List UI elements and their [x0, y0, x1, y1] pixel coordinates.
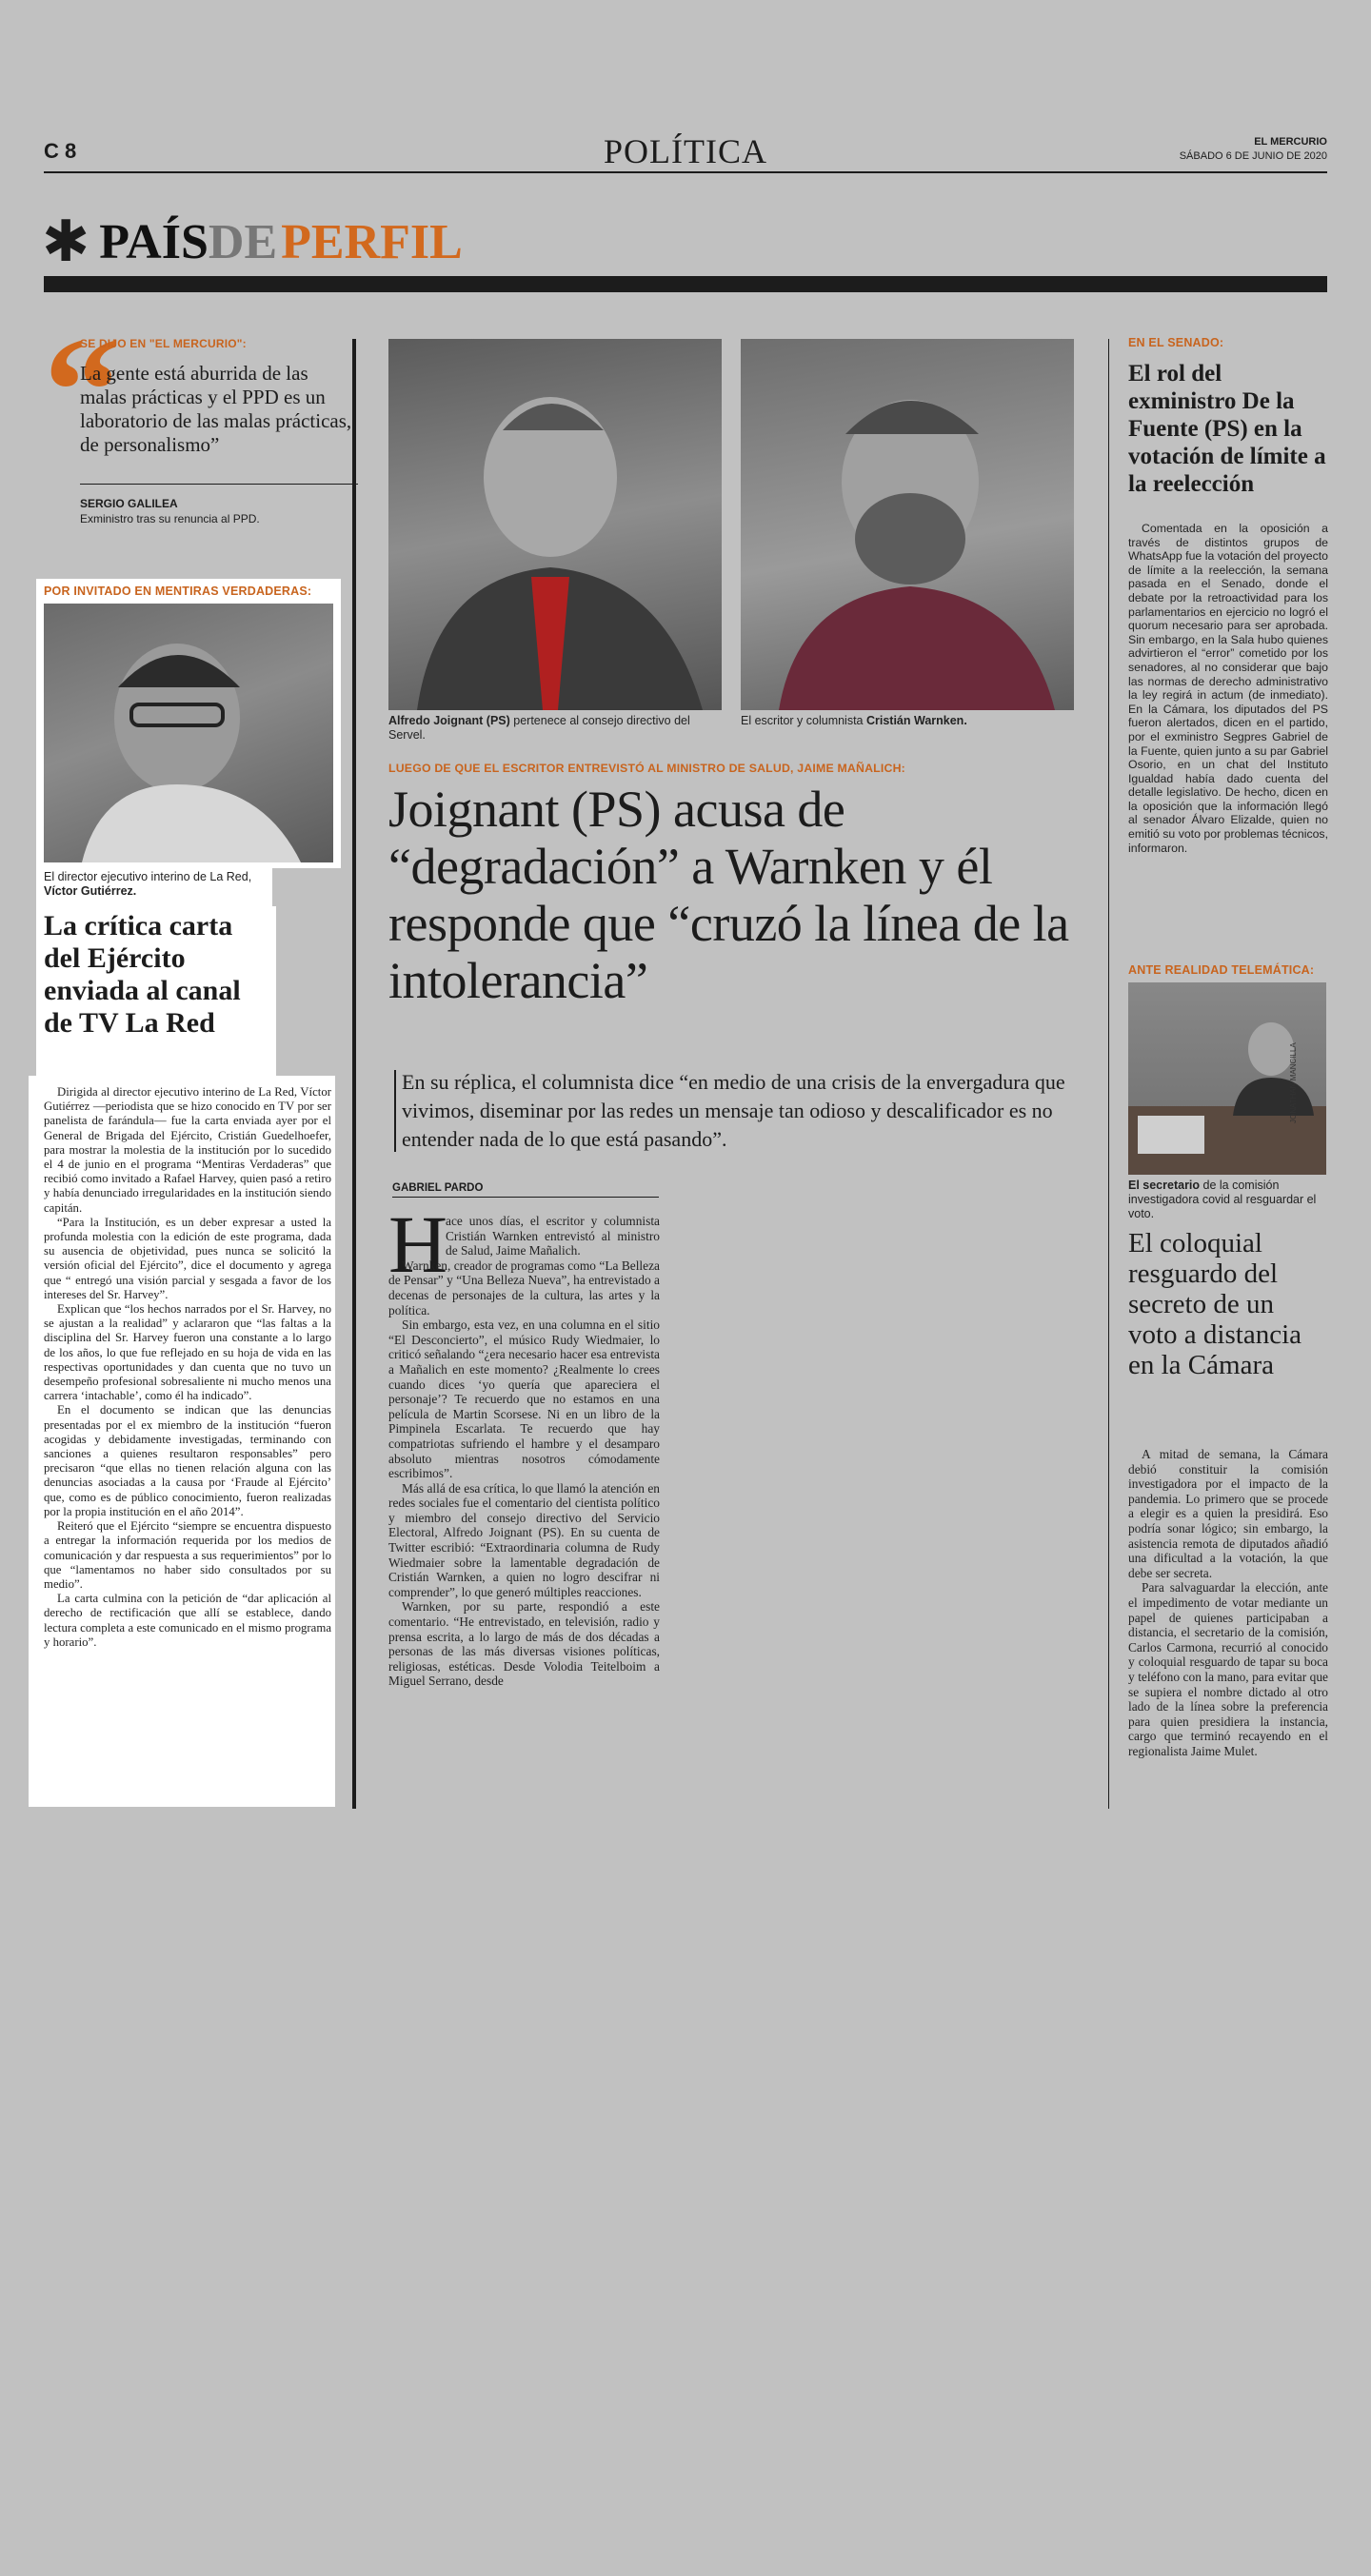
portrait-icon: [388, 339, 722, 710]
victor-gutierrez-photo: [44, 604, 333, 862]
page-number: C 8: [44, 139, 77, 163]
invitado-caption-name: Víctor Gutiérrez.: [44, 884, 137, 898]
invitado-caption: [44, 870, 272, 899]
joignant-photo: [388, 339, 722, 710]
telematica-kicker: ANTE REALIDAD TELEMÁTICA:: [1128, 963, 1315, 977]
asterisk-icon: ✱: [42, 208, 90, 275]
warnken-paragraph: Más allá de esa crítica, lo que llamó la atención en redes sociales fue el comentario del cientista político y miembro del consejo directivo del Servicio Electoral, Alfredo Joignant (PS). En su cuenta de Twitter escribió: “Extraordinaria columna de Rudy Wiedmaier sobre la lamentable degradación de Cristián Warnken, a quien no logro descifrar ni comprender”, lo que generó múltiples reacciones.: [388, 1480, 660, 1599]
invitado-headline: La crítica carta del Ejército enviada al canal de TV La Red: [44, 910, 241, 1039]
portrait-icon: [44, 604, 333, 862]
banner-pais: PAÍS: [99, 215, 209, 269]
banner-perfil: PERFIL: [281, 215, 463, 269]
senado-body: [1128, 522, 1328, 855]
standfirst-rule: [394, 1070, 396, 1152]
secretario-caption-rest: de la comisión investigadora covid al resguardar el voto.: [1128, 1179, 1317, 1220]
warnken-paragraph: Sin embargo, esta vez, en una columna en el sitio “El Desconcierto”, el músico Rudy Wiedmaier, lo criticó señalando “¿era necesario hacer esa entrevista a Mañalich en este momento? ¿Realmente lo crees cuando dices ‘yo quería que apareciera el personaje’? Te recuerdo que no estamos en una película de Martin Scorsese. Ni en un libro de la Pimpinela Escarlata. Te recuerdo que hay compatriotas sufriendo el hambre y el desamparo absoluto mientras nosotros cómodamente escribimos”.: [388, 1318, 660, 1481]
quote-mark-icon: “: [44, 306, 120, 475]
joignant-caption-name: Alfredo Joignant (PS): [388, 714, 510, 727]
senado-headline: El rol del exministro De la Fuente (PS) en la votación de límite a la reelección: [1128, 361, 1326, 497]
senado-kicker: EN EL SENADO:: [1128, 336, 1224, 349]
warnken-paragraph: Warnken, creador de programas como “La Belleza de Pensar” y “Una Belleza Nueva”, ha entrevistado a decenas de personajes de la cultura, las artes y la política.: [388, 1258, 660, 1318]
warnken-standfirst: En su réplica, el columnista dice “en medio de una crisis de la envergadura que vivimos, diseminar por las redes un mensaje tan odioso y descalificador es no entender nada de lo que está pasando”.: [402, 1070, 1065, 1151]
warnken-photo: [741, 339, 1074, 710]
section-banner: [42, 208, 463, 275]
column-rule-left: [352, 339, 356, 1809]
quote-kicker: SE DIJO EN "EL MERCURIO":: [80, 337, 247, 350]
secretario-caption-name: El secretario: [1128, 1179, 1201, 1192]
warnken-headline: Joignant (PS) acusa de “degradación” a Warnken y él responde que “cruzó la línea de la intolerancia”: [388, 781, 1069, 1009]
senado-paragraph: Comentada en la oposición a través de distintos grupos de WhatsApp fue la votación del proyecto de límite a la reelección, la semana pasada en el Senado, donde el debate por la retroactividad para los parlamentarios en ejercicio no logró el quorum necesario para ser aprobada. Sin embargo, en la Sala hubo quienes advirtieron el “error” cometido por los senadores, al no considerar que bajo las normas de derecho administrativo la ley regirá in actum (de inmediato). En la Cámara, los diputados del PS fueron alertados, dicen en el partido, por el exministro Segpres Gabriel de la Fuente, quien junto a su par Gabriel Osorio, en un chat del Instituto Igualdad había dado cuenta del detalle legislativo. De hecho, dicen en la oposición que la información llegó al senador Álvaro Elizalde, quien no emitió su voto por problemas técnicos, informaron.: [1128, 522, 1328, 855]
quote-author: SERGIO GALILEA: [80, 497, 178, 510]
joignant-caption-rest: pertenece al consejo directivo del Servel.: [388, 714, 690, 742]
invitado-paragraph: Dirigida al director ejecutivo interino de La Red, Víctor Gutiérrez —periodista que se hizo conocido en TV por ser panelista de farándula— fue la carta enviada ayer por el General de Brigada del Ejército, Cristián Guedelhoefer, para mostrar la molestia de la institución por lo sucedido el 4 de junio en el programa “Mentiras Verdaderas” que recibió como invitado a Rafael Harvey, quien pasó a retiro y había denunciado irregularidades en la institución siendo capitán.: [44, 1085, 331, 1215]
secretario-caption: [1128, 1179, 1328, 1221]
warnken-paragraph: Warnken, por su parte, respondió a este comentario. “He entrevistado, en televisión, radio y prensa escrita, a lo largo de más de dos décadas a personas de las más diversas visiones políticas, religiosas, estéticas. Desde Volodia Teitelboim a Miguel Serrano, desde: [388, 1599, 660, 1689]
warnken-caption-name: Cristián Warnken.: [865, 714, 967, 727]
invitado-paragraph: La carta culmina con la petición de “dar aplicación al derecho de rectificación que allí se establece, dando lectura completa a este comunicado en el mismo programa y horario”.: [44, 1592, 331, 1649]
quote-author-desc: Exministro tras su renuncia al PPD.: [80, 512, 260, 525]
section-title: POLÍTICA: [604, 132, 767, 170]
telematica-paragraph: Para salvaguardar la elección, ante el impedimento de votar mediante un papel de quienes participaban a distancia, el secretario de la comisión, Carlos Carmona, recurrió al conocido y coloquial resguardo de tapar su boca y teléfono con la mano, para evitar que se supiera el nombre dictado al otro lado de la línea sobre la preferencia para quien presidiera la instancia, cargo que terminó recayendo en el regionalista Jaime Mulet.: [1128, 1580, 1328, 1758]
telematica-body: [1128, 1447, 1328, 1758]
invitado-paragraph: En el documento se indican que las denuncias presentadas por el ex miembro de la institución “fueron acogidas y debidamente investigadas, terminando con sanciones a quienes resultaron responsables” pero precisaron “que ellas no tienen relación alguna con las denuncias asociadas a la causa por ‘Fraude al Ejército’ que, como es de público conocimiento, fueron realizadas por la propia institución en el año 2014”.: [44, 1403, 331, 1518]
warnken-lead: ace unos días, el escritor y columnista Cristián Warnken entrevistó al ministro de Salud, Jaime Mañalich.: [446, 1214, 660, 1258]
banner-rule: [44, 276, 1327, 292]
joignant-caption: [388, 714, 722, 743]
byline: GABRIEL PARDO: [392, 1182, 484, 1194]
byline-rule: [392, 1197, 659, 1198]
quote-rule: [80, 484, 358, 485]
column-rule-right: [1108, 339, 1109, 1809]
warnken-col1: [388, 1214, 660, 1689]
telematica-paragraph: A mitad de semana, la Cámara debió constituir la comisión investigadora por el impacto de la pandemia. Lo primero que se procede a elegir es a quien la presidirá. Eso podría sonar lógico; sin embargo, la asistencia remota de diputados añadió una dificultad a la votación, la que debe ser secreta.: [1128, 1447, 1328, 1580]
page-date: SÁBADO 6 DE JUNIO DE 2020: [1179, 150, 1327, 162]
warnken-caption: [741, 714, 1074, 728]
invitado-paragraph: “Para la Institución, es un deber expresar a usted la profunda molestia con la edición de este programa, dada su ausencia de objetividad, pues nunca se solicitó la versión oficial del Ejército”, dice el documento y agrega que “ entregó una visión parcial y sesgada a favor de los intereses del Sr. Harvey”.: [44, 1215, 331, 1301]
invitado-body: [44, 1085, 331, 1650]
telematica-headline: El coloquial resguardo del secreto de un voto a distancia en la Cámara: [1128, 1228, 1302, 1380]
banner-de: DE: [208, 215, 278, 269]
quote-box: [44, 306, 352, 538]
warnken-kicker: LUEGO DE QUE EL ESCRITOR ENTREVISTÓ AL MINISTRO DE SALUD, JAIME MAÑALICH:: [388, 762, 905, 775]
warnken-caption-pre: El escritor y columnista: [741, 714, 866, 727]
invitado-paragraph: Reiteró que el Ejército “siempre se encuentra dispuesto a entregar la información requerida por los medios de comunicación y dar respuesta a sus requerimientos” por lo que “lamentamos no haber sido consultados por su medio”.: [44, 1519, 331, 1591]
photo-credit: JONATHAN MANCILLA: [1289, 1042, 1298, 1123]
invitado-paragraph: Explican que “los hechos narrados por el Sr. Harvey, no se ajustan a la realidad” y aclararon que “las faltas a la disciplina del Sr. Harvey fueron una constante a lo largo de los años, lo que fue reflejado en su hoja de vida en las respectivas oportunidades y dan cuenta que no tuvo un desempeño profesional sobresaliente ni mucho menos una carrera ‘intachable’, como él ha indicado”.: [44, 1302, 331, 1403]
quote-text: La gente está aburrida de las malas prácticas y el PPD es un laboratorio de las malas prácticas, de personalismo”: [80, 362, 352, 456]
invitado-kicker: POR INVITADO EN MENTIRAS VERDADERAS:: [44, 585, 312, 598]
newspaper-name: EL MERCURIO: [1254, 136, 1327, 148]
header-rule: [44, 171, 1327, 173]
dropcap: H: [388, 1199, 448, 1290]
portrait-icon: [741, 339, 1074, 710]
invitado-caption-pre: El director ejecutivo interino de La Red,: [44, 870, 252, 883]
